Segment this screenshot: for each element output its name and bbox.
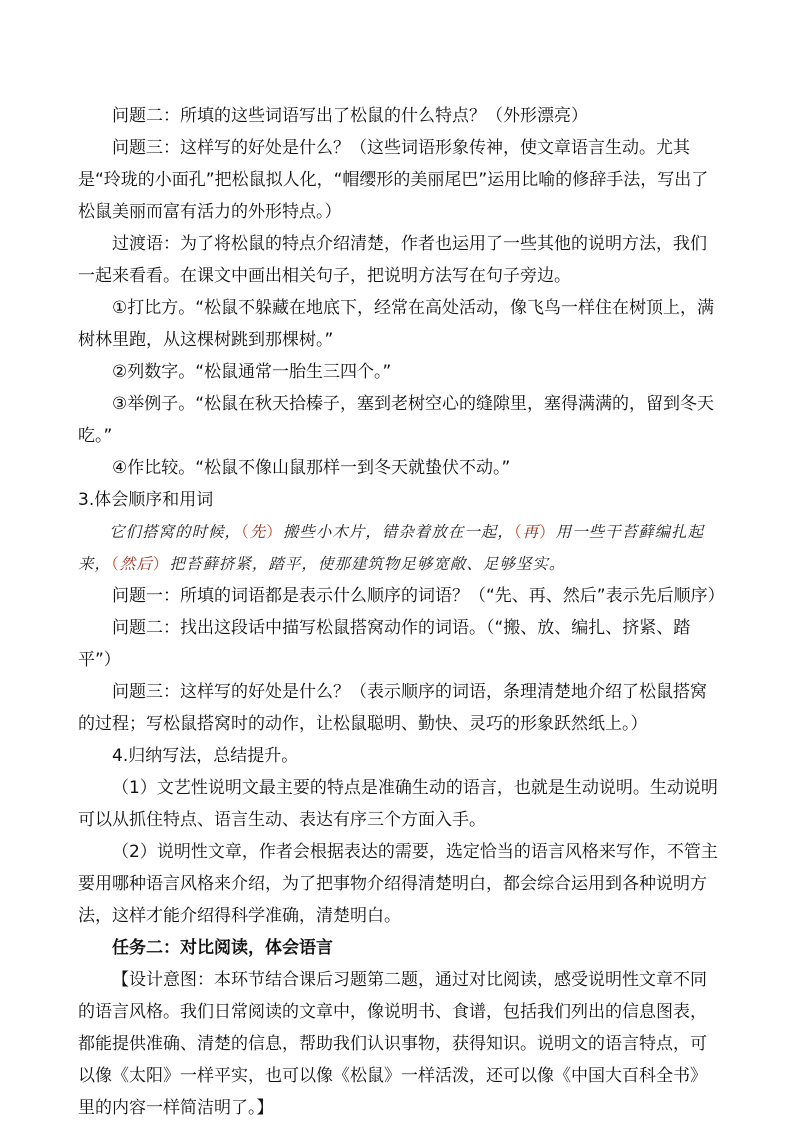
document-body (78, 100, 725, 1124)
excerpt-text-3: 用一些干苔藓编扎起来， (78, 523, 705, 573)
question-3-paragraph: 问题三：这样写的好处是什么？（这些词语形象传神，使文章语言生动。尤其是“玲珑的小面孔”把松鼠拟人化，“帽缨形的美丽尾巴”运用比喻的修辞手法，写出了松鼠美丽而富有活力的外形特点。） (78, 138, 709, 222)
excerpt-text-2: 搬些小木片，错杂着放在一起， (282, 523, 514, 541)
method-numbers: ②列数字。“松鼠通常一胎生三四个。” (112, 362, 392, 382)
blank-open-2: （ (513, 523, 523, 541)
filled-word-zai: 再 (522, 523, 540, 541)
transition-paragraph: 过渡语：为了将松鼠的特点介绍清楚，作者也运用了一些其他的说明方法，我们一起来看看。在课文中画出相关句子，把说明方法写在句子旁边。 (78, 234, 707, 286)
summary-point-2: （2）说明性文章，作者会根据表达的需要，选定恰当的语言风格来写作，不管主要用哪种语言风格来介绍，为了把事物介绍得清楚明白，都会综合运用到各种说明方法，这样才能介绍得科学准确，清楚明白。 (78, 842, 718, 926)
excerpt-text-1: 它们搭窝的时候， (109, 523, 242, 541)
blank-open-3: （ (111, 555, 120, 573)
handwritten-excerpt (78, 516, 718, 580)
section-4-heading: 4.归纳写法，总结提升。 (112, 746, 299, 766)
excerpt-text-4: 把苔藓挤紧，踏平，使那建筑物足够宽敞、足够坚实。 (169, 555, 566, 573)
task-2-heading: 任务二：对比阅读，体会语言 (112, 938, 333, 958)
order-question-2: 问题二：找出这段话中描写松鼠搭窝动作的词语。（“搬、放、编扎、挤紧、踏平”） (78, 618, 691, 670)
order-question-1: 问题一：所填的词语都是表示什么顺序的词语？（“先、再、然后”表示先后顺序） (112, 586, 725, 606)
blank-close-3: ） (152, 555, 170, 573)
blank-open-1: （ (241, 523, 250, 541)
design-intent-paragraph: 【设计意图：本环节结合课后习题第二题，通过对比阅读，感受说明性文章不同的语言风格。我们日常阅读的文章中，像说明书、食谱，包括我们列出的信息图表，都能提供准确、清楚的信息，帮助我们认识事物，获得知识。说明文的语言特点，可以像《太阳》一样平实，也可以像《松鼠》一样活泼，还可以像《中国大百科全书》里的内容一样简洁明了。】 (78, 970, 707, 1118)
order-question-3: 问题三：这样写的好处是什么？（表示顺序的词语，条理清楚地介绍了松鼠搭窝的过程；写松鼠搭窝时的动作，让松鼠聪明、勤快、灵巧的形象跃然纸上。） (78, 682, 707, 734)
filled-word-ranhou: 然后 (119, 555, 153, 573)
method-metaphor: ①打比方。“松鼠不躲藏在地底下，经常在高处活动，像飞鸟一样住在树顶上，满树林里跑，从这棵树跳到那棵树。” (78, 298, 715, 350)
filled-word-xian: 先 (249, 523, 267, 541)
blank-close-2: ） (539, 523, 556, 541)
method-example: ③举例子。“松鼠在秋天拾榛子，塞到老树空心的缝隙里，塞得满满的，留到冬天吃。” (78, 394, 715, 446)
summary-point-1: （1）文艺性说明文最主要的特点是准确生动的语言，也就是生动说明。生动说明可以从抓住特点、语言生动、表达有序三个方面入手。 (78, 778, 718, 830)
method-comparison: ④作比较。“松鼠不像山鼠那样一到冬天就蛰伏不动。” (112, 458, 511, 478)
section-3-heading: 3.体会顺序和用词 (78, 490, 214, 510)
blank-close-1: ） (266, 523, 283, 541)
question-2-paragraph: 问题二：所填的这些词语写出了松鼠的什么特点？（外形漂亮） (112, 106, 588, 126)
